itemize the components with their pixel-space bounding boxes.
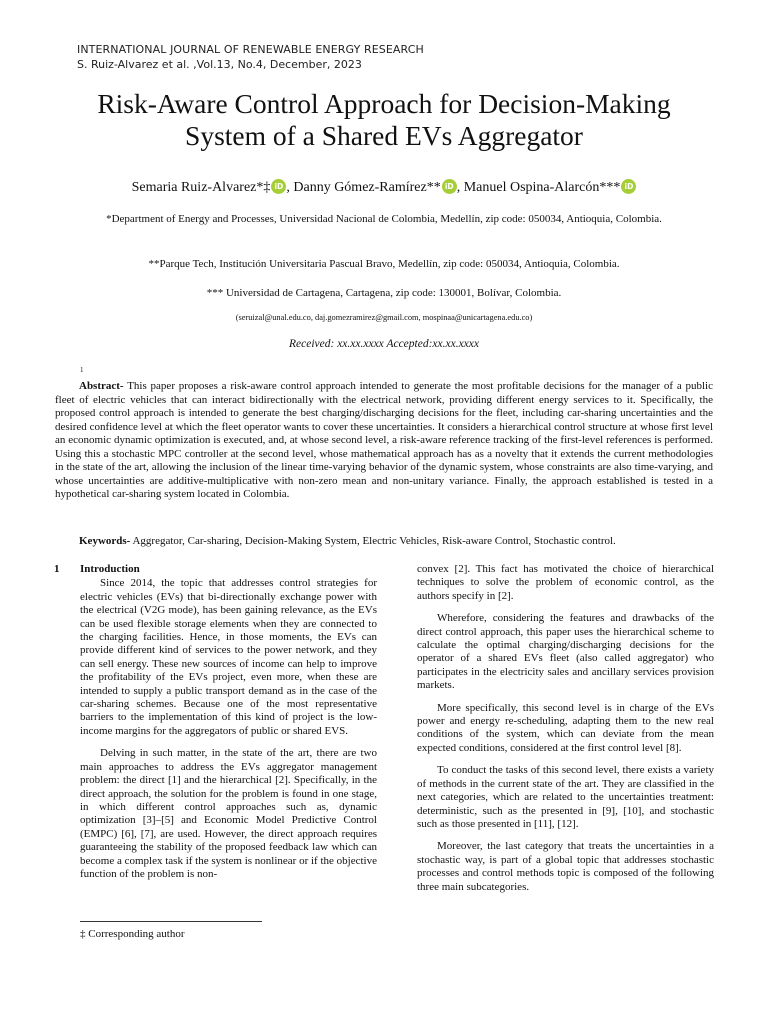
section-heading <box>54 563 377 576</box>
body-paragraph: Delving in such matter, in the state of the art, there are two main approaches to address the EVs aggregator management problem: the direct [1] and the hierarchical [2]. Specifically, in the direct approach, the solution for the problem is found in one stage, in which different control approaches such as, dynamic optimization [3]–[5] and Economic Model Predictive Control (EMPC) [6], [7], are used. However, the direct approach requires guaranteeing the stability of the proposed feedback law which can become a complex task if the system is nonlinear or if the objective function of the problem is non- <box>80 747 377 880</box>
author-emails: (seruizal@unal.edu.co, daj.gomezramirez@gmail.com, mospinaa@unicartagena.edu.co) <box>235 313 533 322</box>
journal-name: INTERNATIONAL JOURNAL OF RENEWABLE ENERGY RESEARCH <box>77 43 424 56</box>
keywords-label: Keywords- <box>79 535 131 547</box>
keywords <box>55 535 713 549</box>
author-list: Semaria Ruiz-Alvarez*‡ iD , Danny Gómez-Ramírez** iD , Manuel Ospina-Alarcón*** iD <box>0 179 768 196</box>
footnote: ‡ Corresponding author <box>80 928 185 940</box>
body-paragraph: More specifically, this second level is in charge of the EVs power and energy re-scheduling, adapting them to the new real conditions of the system, which can deviate from the mean expected conditions, considered at the first control level [8]. <box>417 701 714 754</box>
received-dates: Received: xx.xx.xxxx Accepted:xx.xx.xxxx <box>289 338 479 350</box>
right-column <box>417 563 714 903</box>
author-name: Manuel Ospina-Alarcón*** <box>463 180 621 195</box>
abstract <box>55 380 713 502</box>
orcid-icon[interactable]: iD <box>442 179 457 194</box>
affiliation: *Department of Energy and Processes, Universidad Nacional de Colombia, Medellín, zip code: 050034, Antioquia, Colombia. <box>106 213 662 225</box>
section-number: 1 <box>54 563 60 575</box>
keywords-text: Aggregator, Car-sharing, Decision-Making System, Electric Vehicles, Risk-aware Control, Stochastic control. <box>130 535 616 547</box>
citation-line: S. Ruiz-Alvarez et al. ,Vol.13, No.4, December, 2023 <box>77 58 362 71</box>
footnote-divider <box>80 921 262 922</box>
author-name: Danny Gómez-Ramírez** <box>293 180 441 195</box>
section-title: Introduction <box>80 563 140 575</box>
body-paragraph: Moreover, the last category that treats the uncertainties in a stochastic way, is part of a global topic that addresses stochastic processes and control methods topic is composed of the following three main subcategories. <box>417 840 714 893</box>
paper-title: Risk-Aware Control Approach for Decision-Making System of a Shared EVs Aggregator <box>97 88 671 151</box>
orcid-icon[interactable]: iD <box>621 179 636 194</box>
body-paragraph: Since 2014, the topic that addresses control strategies for electric vehicles (EVs) that bi-directionally exchange power with the electrical (V2G mode), has been gaining relevance, as the EVs can be used flexible storage elements when they are connected to the charging facilities. Hence, in those moments, the EVs can provide different kind of services to the power network, and they can sell energy. These new sources of income can help to improve the profitability of the EVs project, even more, when these are intended to supply a public transport demand as in the case of the car-sharing schemes. Because one of the most representative barriers to the implementation of this kind of project is the low-income margins for the aggregators of public or shared EVS. <box>80 577 377 737</box>
body-paragraph: To conduct the tasks of this second level, there exists a variety of methods in the current state of the art. They are classified in the next categories, which are related to the uncertainties treatment: deterministic, such as the presented in [9], [10], and stochastic such as those presented in [11], [12]. <box>417 764 714 830</box>
left-column <box>54 563 377 890</box>
footnote-marker: 1 <box>80 366 84 374</box>
body-paragraph: convex [2]. This fact has motivated the choice of hierarchical techniques to solve the problem of economic control, as the authors specify in [2]. <box>417 563 714 602</box>
orcid-icon[interactable]: iD <box>271 179 286 194</box>
affiliation: *** Universidad de Cartagena, Cartagena, zip code: 130001, Bolívar, Colombia. <box>206 287 562 299</box>
abstract-label: Abstract- <box>79 380 124 392</box>
body-paragraph: Wherefore, considering the features and drawbacks of the direct control approach, this paper uses the hierarchical scheme to calculate the optimal charging/discharging decisions for the operator of a shared EVs fleet (also called aggregator) who participates in the electricity sales and ancillary services provision markets. <box>417 612 714 692</box>
author-name: Semaria Ruiz-Alvarez*‡ <box>131 180 271 195</box>
affiliation: **Parque Tech, Institución Universitaria Pascual Bravo, Medellín, zip code: 050034, Antioquia, Colombia. <box>148 258 620 270</box>
abstract-text: This paper proposes a risk-aware control approach intended to generate the most profitable decisions for the manager of a public fleet of electric vehicles that can interact bidirectionally with the electrical network, providing different energy services to it. Specifically, the proposed control approach is intended to generate the best charging/discharging decisions for the fleet, including car-sharing uncertainties and the desired confidence level at which the fleet operator wants to cover these uncertainties. It considers a hierarchical control structure at whose first level an economic dynamic optimization is executed, and, at whose second level, a risk-aware reference tracking of the first-level references is performed. Using this a stochastic MPC controller at the second level, whose mathematical approach has as a novelty that it extends the current methodologies in the state of the art, allowing the inclusion of the linear time-varying behavior of the dynamic system, whose constraints are also time-varying, and whose uncertainties are additive-multiplicative with non-zero mean and non-unitary variance. Finally, the approach established is tested in a hypothetical car-sharing system located in Colombia. <box>55 380 713 500</box>
